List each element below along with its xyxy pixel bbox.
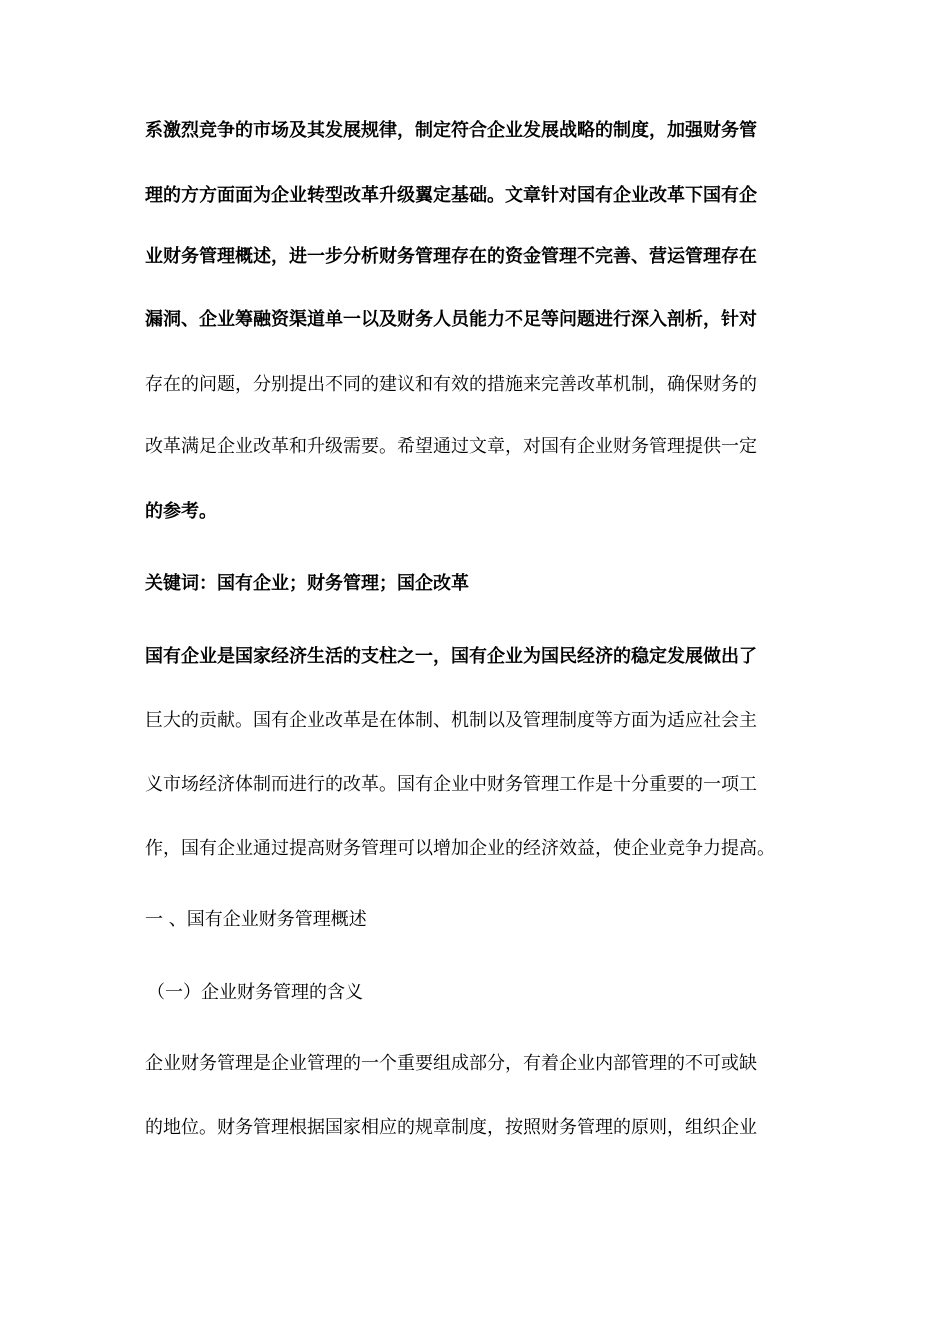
- body-line-1: 企业财务管理是企业管理的一个重要组成部分，有着企业内部管理的不可或缺: [145, 1053, 757, 1074]
- intro-line-4: 作，国有企业通过提高财务管理可以增加企业的经济效益，使企业竞争力提高。: [145, 838, 775, 859]
- intro-line-1: 国有企业是国家经济生活的支柱之一，国有企业为国民经济的稳定发展做出了: [145, 646, 757, 667]
- abstract-line-7: 的参考。: [145, 501, 217, 522]
- subsection-heading: （一）企业财务管理的含义: [147, 982, 363, 1003]
- abstract-line-4: 漏洞、企业筹融资渠道单一以及财务人员能力不足等问题进行深入剖析，针对: [145, 309, 757, 330]
- keywords-line: 关键词：国有企业；财务管理；国企改革: [145, 573, 469, 594]
- abstract-line-1: 系激烈竞争的市场及其发展规律，制定符合企业发展战略的制度，加强财务管: [145, 120, 757, 141]
- section-heading: 一 、国有企业财务管理概述: [145, 909, 367, 930]
- intro-line-3: 义市场经济体制而进行的改革。国有企业中财务管理工作是十分重要的一项工: [145, 774, 757, 795]
- abstract-line-6: 改革满足企业改革和升级需要。希望通过文章，对国有企业财务管理提供一定: [145, 436, 757, 457]
- abstract-line-3: 业财务管理概述，进一步分析财务管理存在的资金管理不完善、营运管理存在: [145, 246, 757, 267]
- abstract-line-2: 理的方方面面为企业转型改革升级翼定基础。文章针对国有企业改革下国有企: [145, 185, 757, 206]
- body-line-2: 的地位。财务管理根据国家相应的规章制度，按照财务管理的原则，组织企业: [145, 1117, 757, 1138]
- intro-line-2: 巨大的贡献。国有企业改革是在体制、机制以及管理制度等方面为适应社会主: [145, 710, 757, 731]
- abstract-line-5: 存在的问题，分别提出不同的建议和有效的措施来完善改革机制，确保财务的: [145, 374, 757, 395]
